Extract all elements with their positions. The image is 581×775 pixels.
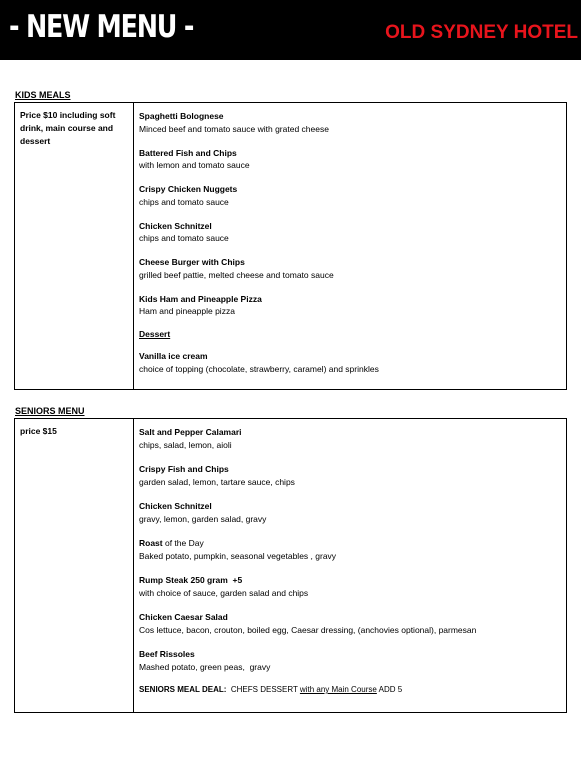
item-description: choice of topping (chocolate, strawberry, caramel) and sprinkles [139, 363, 379, 374]
deal-label: SENIORS MEAL DEAL: [139, 685, 227, 694]
menu-header [0, 0, 581, 60]
hotel-name: OLD SYDNEY HOTEL [385, 22, 578, 43]
item-description: Mashed potato, green peas, gravy [139, 661, 271, 672]
item-description: with choice of sauce, garden salad and chips [139, 587, 309, 598]
menu-item [139, 426, 564, 451]
menu-item [139, 574, 564, 599]
item-name: Crispy Fish and Chips [139, 464, 229, 474]
item-name-rest: of the Day [162, 538, 204, 548]
item-name-bold: Roast [139, 538, 163, 548]
deal-part-2: with any Main Course [299, 685, 377, 694]
item-description: chips and tomato sauce [139, 196, 229, 207]
item-description: Baked potato, pumpkin, seasonal vegetables , gravy [139, 550, 337, 561]
item-description: garden salad, lemon, tartare sauce, chips [139, 476, 295, 487]
item-description: gravy, lemon, garden salad, gravy [139, 513, 267, 524]
seniors-section-title: SENIORS MENU [15, 406, 85, 416]
item-name: Chicken Schnitzel [139, 220, 212, 231]
item-description: with lemon and tomato sauce [139, 160, 250, 170]
kids-menu-table [14, 102, 567, 390]
kids-section-title: KIDS MEALS [15, 90, 71, 100]
menu-item [139, 611, 564, 636]
column-divider [133, 103, 134, 389]
column-divider [133, 419, 134, 712]
item-name: Chicken Schnitzel [139, 501, 212, 511]
menu-item [139, 537, 564, 562]
seniors-menu-table [14, 418, 567, 713]
item-name: Salt and Pepper Calamari [139, 427, 242, 437]
menu-item [139, 293, 564, 318]
seniors-items [139, 426, 564, 694]
item-description: chips, salad, lemon, aioli [139, 439, 232, 450]
item-description: chips and tomato sauce [139, 233, 229, 243]
dessert-heading: Dessert [139, 329, 171, 339]
seniors-meal-deal [139, 685, 564, 694]
item-name: Spaghetti Bolognese [139, 111, 224, 121]
item-name: Cheese Burger with Chips [139, 257, 245, 267]
menu-item [139, 648, 564, 673]
deal-part-1: CHEFS DESSERT [226, 685, 300, 694]
item-name: Rump Steak 250 gram +5 [139, 575, 243, 585]
menu-title: - NEW MENU - [9, 9, 194, 45]
item-name [139, 537, 564, 550]
menu-item [139, 463, 564, 488]
deal-part-3: ADD 5 [376, 685, 403, 694]
item-name: Kids Ham and Pineapple Pizza [139, 293, 262, 304]
menu-item [139, 220, 564, 245]
menu-item [139, 256, 564, 281]
menu-item [139, 500, 564, 525]
seniors-price: price $15 [20, 426, 57, 436]
menu-item [139, 183, 564, 208]
item-name: Battered Fish and Chips [139, 147, 237, 158]
item-name: Vanilla ice cream [139, 351, 208, 361]
dessert-item [139, 350, 564, 375]
item-name: Chicken Caesar Salad [139, 612, 228, 622]
menu-item [139, 147, 564, 172]
item-description: Minced beef and tomato sauce with grated cheese [139, 123, 329, 134]
item-description: grilled beef pattie, melted cheese and tomato sauce [139, 269, 334, 280]
item-name: Crispy Chicken Nuggets [139, 184, 238, 194]
kids-items [139, 110, 564, 387]
item-description: Cos lettuce, bacon, crouton, boiled egg, Caesar dressing, (anchovies optional), parmesan [139, 624, 477, 635]
item-description: Ham and pineapple pizza [139, 306, 235, 316]
menu-item [139, 110, 564, 135]
kids-price: Price $10 including soft drink, main course and dessert [20, 110, 116, 146]
item-name: Beef Rissoles [139, 649, 195, 659]
